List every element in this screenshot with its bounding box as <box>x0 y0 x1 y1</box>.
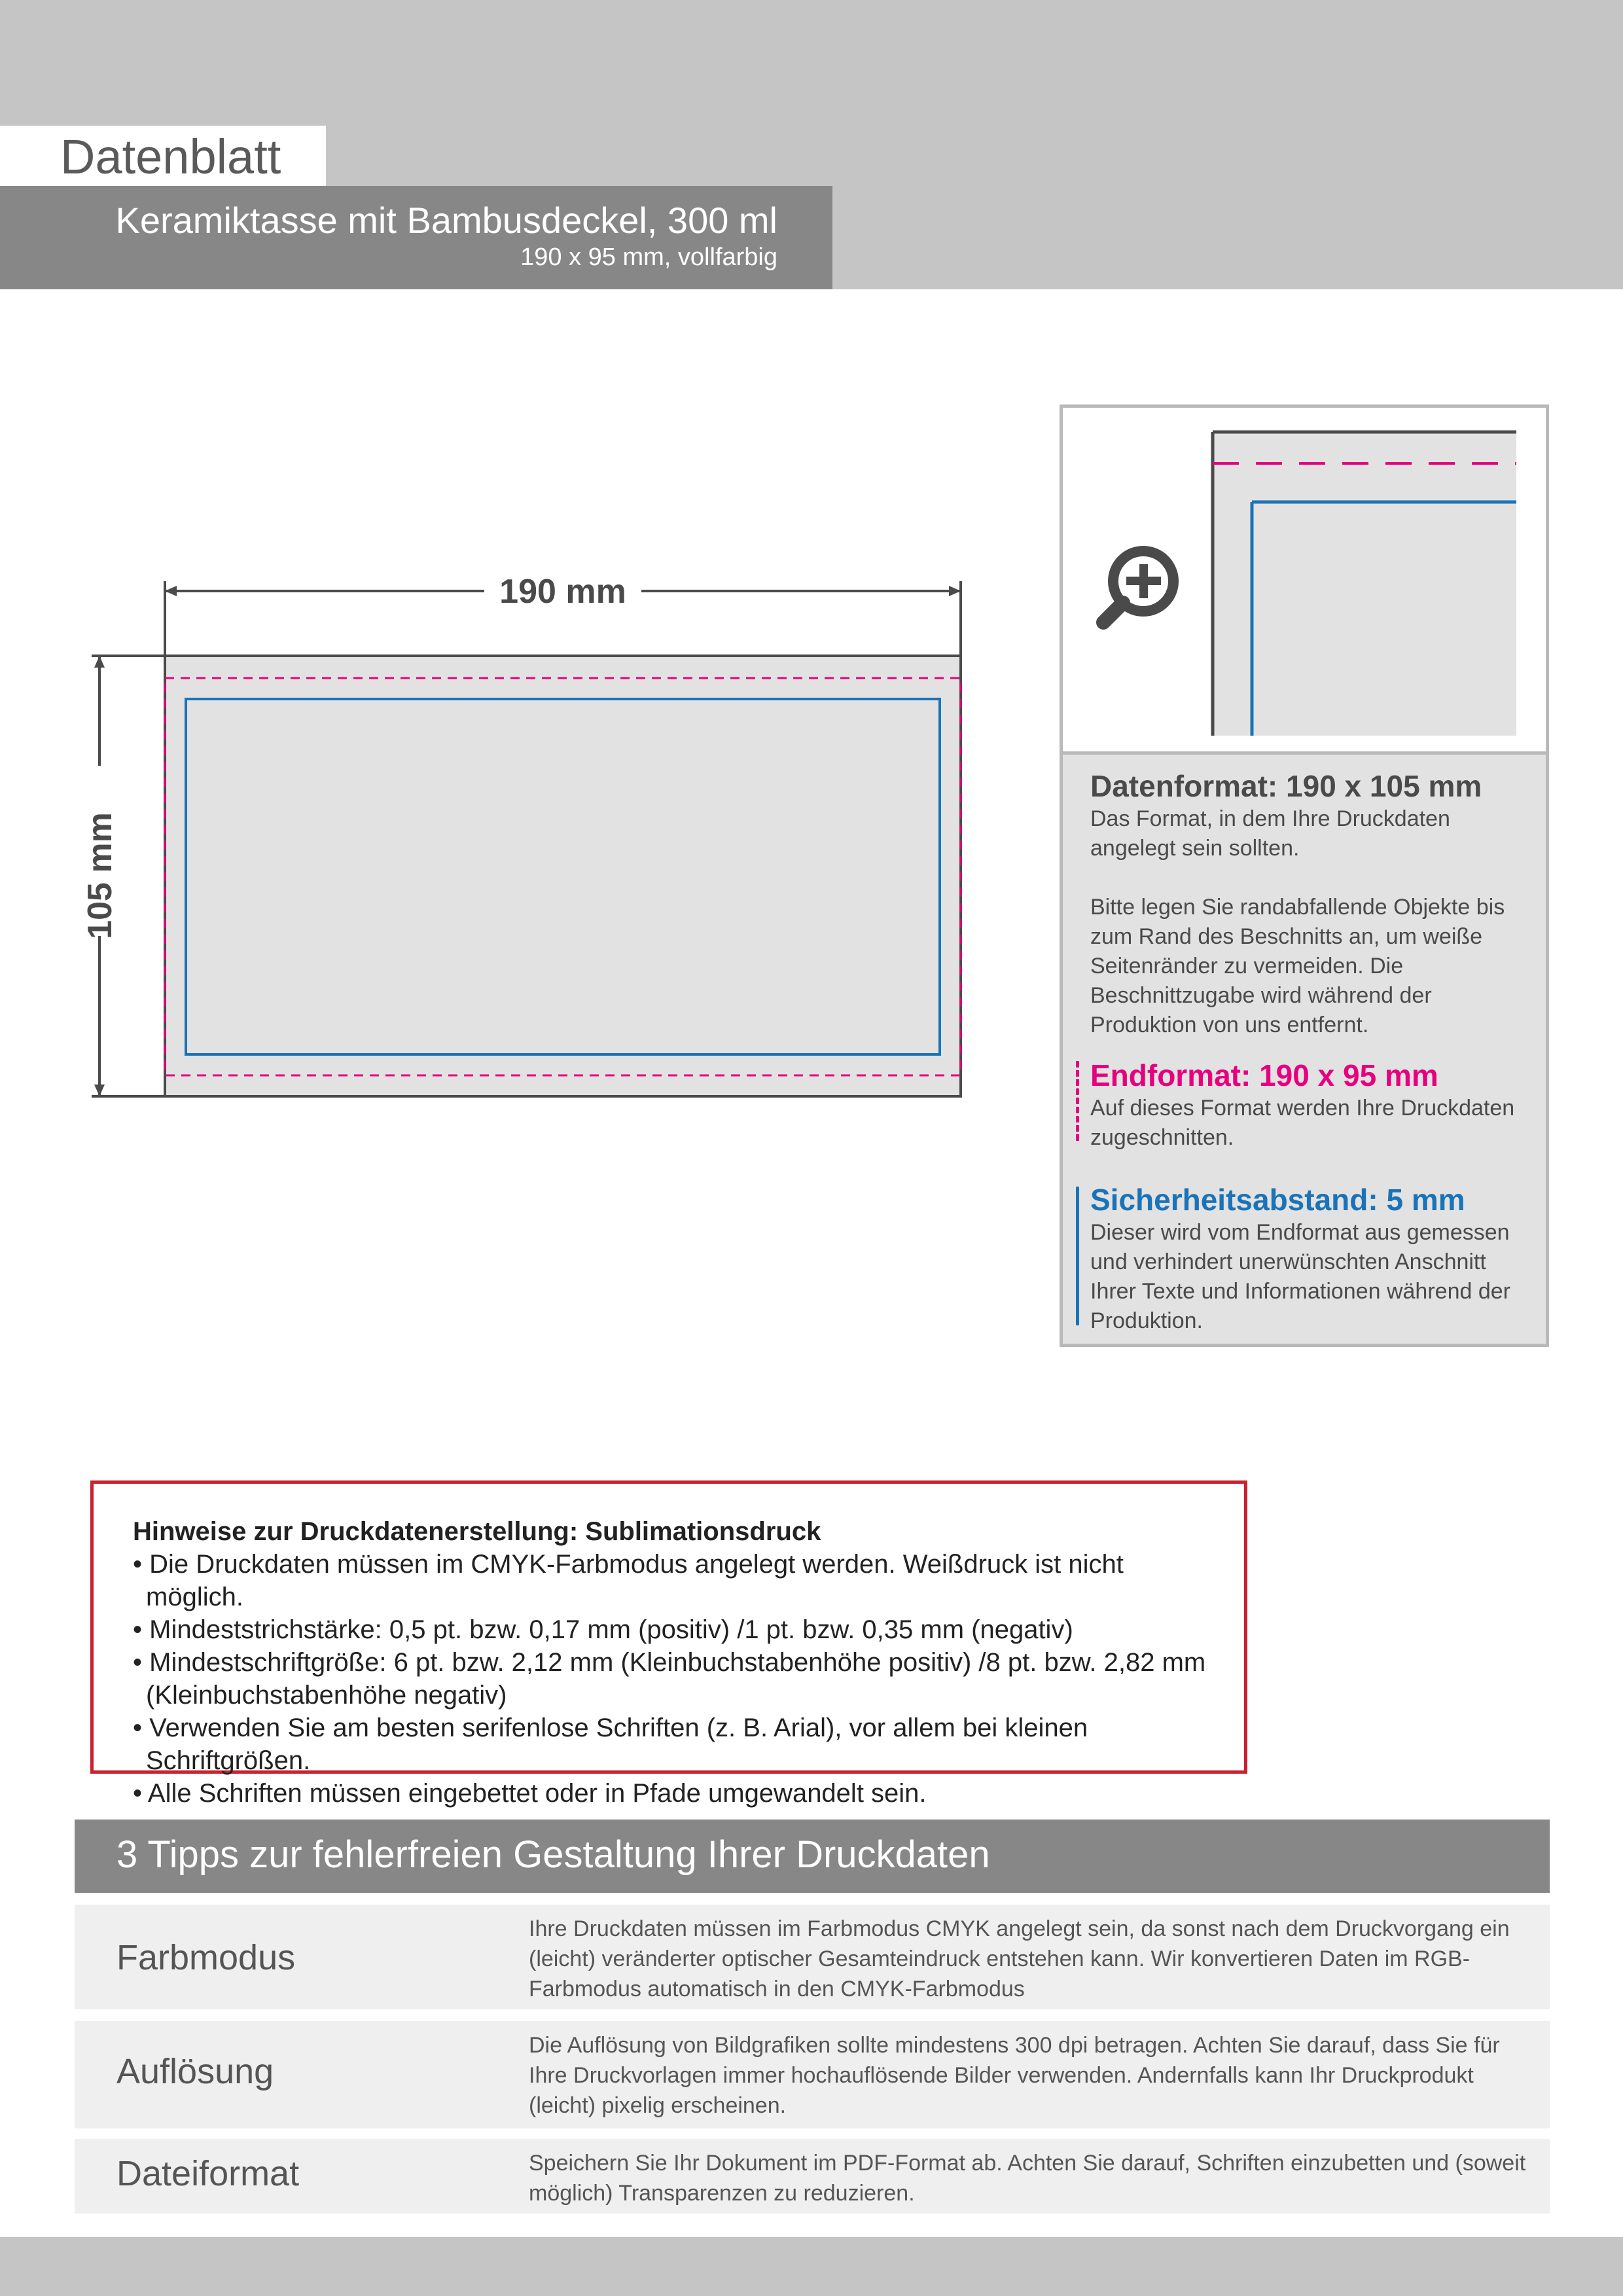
print-note-item: • Alle Schriften müssen eingebettet oder in Pfade umgewandelt sein. <box>133 1777 1219 1810</box>
print-notes-title: Hinweise zur Druckdatenerstellung: Sublimationsdruck <box>133 1517 821 1546</box>
sicherheitsabstand-heading: Sicherheitsabstand: 5 mm <box>1090 1183 1465 1217</box>
tip-label: Dateiformat <box>116 2154 300 2193</box>
bleed-text: Bitte legen Sie randabfallende Objekte bis zum Rand des Beschnitts an, um weiße Seitenränder zu vermeiden. Die Beschnittzugabe wird während der Produktion von uns entfernt. <box>1090 895 1505 1037</box>
print-note-item: • Mindeststrichstärke: 0,5 pt. bzw. 0,17 mm (positiv) /1 pt. bzw. 0,35 mm (negativ) <box>133 1613 1219 1646</box>
format-info-panel <box>1060 404 1549 1347</box>
safety-marker <box>1076 1187 1079 1325</box>
print-notes-box <box>90 1480 1247 1808</box>
tip-row-aufloesung <box>75 2021 1550 2128</box>
sicherheitsabstand-block <box>1090 1181 1535 1336</box>
tips-header <box>75 1820 1550 1893</box>
width-label: 190 mm <box>499 573 626 611</box>
endformat-block <box>1090 1057 1535 1153</box>
product-subtitle: 190 x 95 mm, vollfarbig <box>520 243 777 271</box>
data-format-area <box>165 656 961 1096</box>
endformat-marker <box>1076 1061 1079 1141</box>
print-note-item: • Die Druckdaten müssen im CMYK-Farbmodus angelegt werden. Weißdruck ist nicht möglich. <box>133 1548 1219 1613</box>
tip-row-farbmodus <box>75 1905 1550 2009</box>
datenformat-heading: Datenformat: 190 x 105 mm <box>1090 769 1482 803</box>
endformat-text: Auf dieses Format werden Ihre Druckdaten zugeschnitten. <box>1090 1096 1515 1150</box>
product-title: Keramiktasse mit Bambusdeckel, 300 ml <box>115 200 777 241</box>
height-dimension <box>81 656 165 1096</box>
tip-text: Speichern Sie Ihr Dokument im PDF-Format ab. Achten Sie darauf, Schriften einzubetten und (soweit möglich) Transparenzen zu reduzieren. <box>529 2151 1526 2206</box>
tip-text: Die Auflösung von Bildgrafiken sollte mindestens 300 dpi betragen. Achten Sie darauf, dass Sie für Ihre Druckvorlagen immer hochauflösende Bilder verwenden. Andernfalls kann Ihr Druckprodukt (leicht) pixelig erscheinen. <box>529 2033 1500 2118</box>
sicherheitsabstand-text: Dieser wird vom Endformat aus gemessen und verhindert unerwünschten Anschnitt Ihrer Texte und Informationen während der Produktion. <box>1090 1220 1510 1333</box>
endformat-heading: Endformat: 190 x 95 mm <box>1090 1058 1438 1092</box>
doc-label: Datenblatt <box>60 130 281 184</box>
tip-label: Auflösung <box>116 2052 274 2091</box>
zoom-detail <box>1063 408 1546 755</box>
tip-text: Ihre Druckdaten müssen im Farbmodus CMYK angelegt sein, da sonst nach dem Druckvorgang ein (leicht) veränderter optischer Gesamteindruck entstehen kann. Wir konvertieren Daten im RGB-Farbmodus automatisch in den CMYK-Farbmodus <box>529 1916 1510 2001</box>
tip-row-dateiformat <box>75 2139 1550 2214</box>
format-diagram <box>0 0 995 1126</box>
datenformat-text: Das Format, in dem Ihre Druckdaten angelegt sein sollten. <box>1090 806 1450 861</box>
zoom-in-icon <box>1103 551 1173 622</box>
print-note-item: • Verwenden Sie am besten serifenlose Schriften (z. B. Arial), vor allem bei kleinen Schriftgrößen. <box>133 1712 1219 1777</box>
datenformat-block <box>1090 768 1535 1040</box>
print-notes-list <box>133 1548 1244 1810</box>
print-note-item: • Mindestschriftgröße: 6 pt. bzw. 2,12 mm (Kleinbuchstabenhöhe positiv) /8 pt. bzw. 2,82 mm (Kleinbuchstabenhöhe negativ) <box>133 1646 1219 1712</box>
height-label: 105 mm <box>81 812 119 939</box>
zoom-corner-detail <box>1213 432 1516 736</box>
footer-band <box>0 2237 1623 2296</box>
tip-label: Farbmodus <box>116 1938 296 1977</box>
tips-title: 3 Tipps zur fehlerfreien Gestaltung Ihrer Druckdaten <box>116 1833 990 1876</box>
width-dimension <box>165 573 961 656</box>
